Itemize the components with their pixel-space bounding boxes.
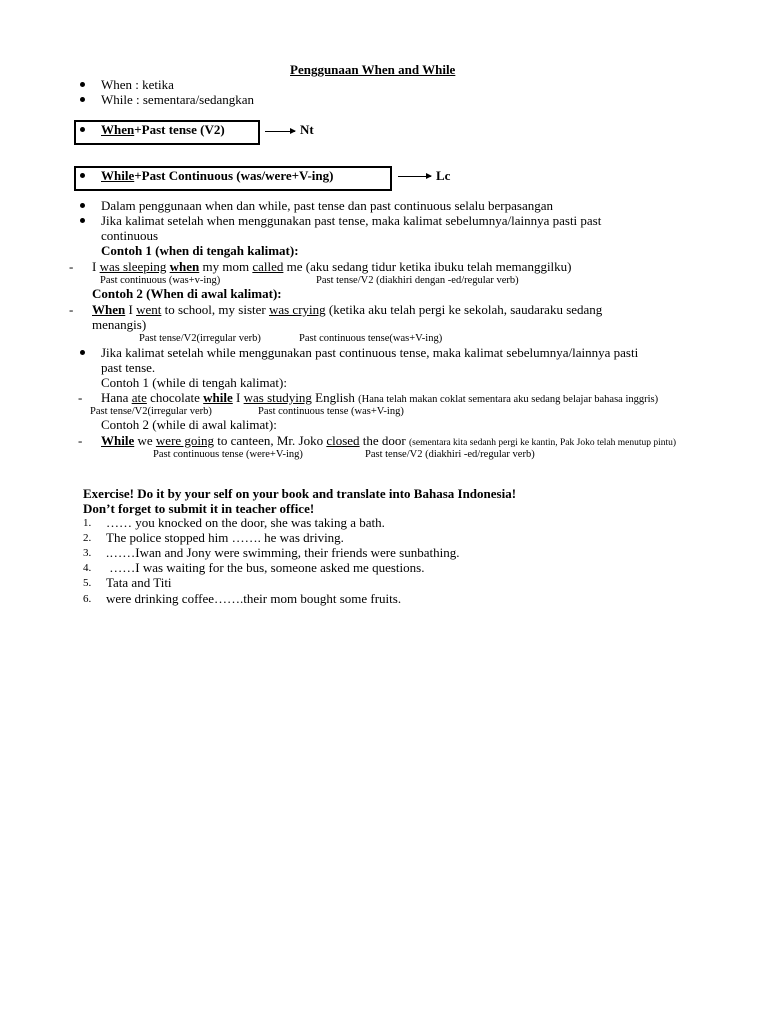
formula-while: [101, 168, 333, 183]
word: my mom: [199, 259, 253, 274]
while-example-1-note-2: Past continuous tense (was+V-ing): [258, 406, 404, 417]
dash-marker: -: [78, 390, 83, 405]
word-when: When: [92, 302, 126, 317]
word-past-continuous: was studying: [243, 390, 312, 405]
when-example-2-note-1: Past tense/V2(irregular verb): [139, 333, 261, 344]
page-title: Penggunaan When and While: [290, 62, 456, 77]
while-example-1-heading: Contoh 1 (while di tengah kalimat):: [101, 375, 287, 390]
while-example-1-note-1: Past tense/V2(irregular verb): [90, 406, 212, 417]
exercise-item-text: .……Iwan and Jony were swimming, their friends were sunbathing.: [106, 545, 460, 560]
word-past-continuous: was crying: [268, 302, 326, 317]
arrow-right-icon: [265, 131, 295, 132]
while-example-2-note-1: Past continuous tense (were+V-ing): [153, 449, 303, 460]
dash-marker: -: [69, 302, 74, 317]
exercise-item-number: 3.: [83, 547, 92, 559]
dash-marker: -: [78, 433, 83, 448]
word-past-tense: closed: [326, 433, 360, 448]
bullet-icon: [80, 173, 85, 178]
translation: (sementara kita sedanh pergi ke kantin, Pak Joko telah menutup pintu): [409, 438, 677, 448]
when-example-1-heading: Contoh 1 (when di tengah kalimat):: [101, 243, 299, 258]
exercise-title-1: Exercise! Do it by your self on your book and translate into Bahasa Indonesia!: [83, 486, 517, 501]
word-past-continuous: were going: [155, 433, 215, 448]
def-when: When : ketika: [101, 77, 174, 92]
bullet-icon: [80, 218, 85, 223]
word-while: while: [203, 390, 233, 405]
when-example-1-note-1: Past continuous (was+v-ing): [100, 275, 221, 286]
word: the door: [359, 433, 410, 448]
bullet-icon: [80, 350, 85, 355]
word: me (aku sedang tidur ketika ibuku telah memanggilku): [283, 259, 572, 274]
translation: (Hana telah makan coklat sementara aku sedang belajar bahasa inggris): [358, 394, 659, 405]
bullet-icon: [80, 82, 85, 87]
exercise-item-number: 6.: [83, 593, 92, 605]
word: I: [232, 390, 244, 405]
formula-while-keyword: While: [101, 168, 135, 183]
word-past-tense: called: [252, 259, 284, 274]
when-example-2-line-2: menangis): [92, 317, 147, 332]
rule-3-line-1: Jika kalimat setelah while menggunakan past continuous tense, maka kalimat sebelumnya/lainnya pasti: [101, 345, 639, 360]
word: English: [311, 390, 359, 405]
formula-when: [101, 122, 225, 137]
when-example-1-sentence: [92, 259, 572, 274]
when-example-2-note-2: Past continuous tense(was+V-ing): [299, 333, 443, 344]
rule-2-line-2: continuous: [101, 228, 159, 243]
exercise-item-number: 4.: [83, 562, 92, 574]
when-example-2-sentence: [92, 302, 602, 317]
rule-1: Dalam penggunaan when dan while, past tense dan past continuous selalu berpasangan: [101, 198, 553, 213]
exercise-item-number: 1.: [83, 517, 92, 529]
word: Hana: [101, 390, 132, 405]
exercise-item-text: …… you knocked on the door, she was taking a bath.: [106, 515, 385, 530]
formula-while-rest: +Past Continuous (was/were+V-ing): [134, 168, 334, 183]
exercise-item-number: 5.: [83, 577, 92, 589]
when-example-1-note-2: Past tense/V2 (diakhiri dengan -ed/regular verb): [316, 275, 519, 286]
bullet-icon: [80, 203, 85, 208]
word: we: [134, 433, 156, 448]
exercise-item-text: ……I was waiting for the bus, someone asked me questions.: [106, 560, 425, 575]
when-example-2-heading: Contoh 2 (When di awal kalimat):: [92, 286, 282, 301]
formula-when-rest: +Past tense (V2): [134, 122, 225, 137]
exercise-item-text: were drinking coffee…….their mom bought some fruits.: [106, 591, 402, 606]
word: I: [125, 302, 137, 317]
bullet-icon: [80, 97, 85, 102]
word-past-tense: ate: [131, 390, 147, 405]
formula-when-result: Nt: [300, 122, 314, 137]
word-past-continuous: was sleeping: [99, 259, 167, 274]
rule-2-line-1: Jika kalimat setelah when menggunakan past tense, maka kalimat sebelumnya/lainnya pasti past: [101, 213, 602, 228]
word: chocolate: [146, 390, 204, 405]
dash-marker: -: [69, 259, 74, 274]
word-while: While: [101, 433, 135, 448]
exercise-title-2: Don’t forget to submit it in teacher office!: [83, 501, 315, 516]
word-when: when: [169, 259, 200, 274]
exercise-item-text: The police stopped him ……. he was driving.: [106, 530, 344, 545]
def-while: While : sementara/sedangkan: [101, 92, 255, 107]
arrow-right-icon: [398, 176, 431, 177]
word-past-tense: went: [136, 302, 162, 317]
exercise-item-number: 2.: [83, 532, 92, 544]
while-example-2-heading: Contoh 2 (while di awal kalimat):: [101, 417, 277, 432]
formula-when-keyword: When: [101, 122, 135, 137]
bullet-icon: [80, 127, 85, 132]
word: (ketika aku telah pergi ke sekolah, saudaraku sedang: [325, 302, 603, 317]
exercise-item-text: Tata and Titi: [106, 575, 172, 590]
formula-while-result: Lc: [436, 168, 451, 183]
rule-3-line-2: past tense.: [101, 360, 156, 375]
word: to canteen, Mr. Joko: [214, 433, 327, 448]
while-example-2-note-2: Past tense/V2 (diakhiri -ed/regular verb): [365, 449, 535, 460]
word: I: [92, 259, 100, 274]
word: to school, my sister: [161, 302, 269, 317]
